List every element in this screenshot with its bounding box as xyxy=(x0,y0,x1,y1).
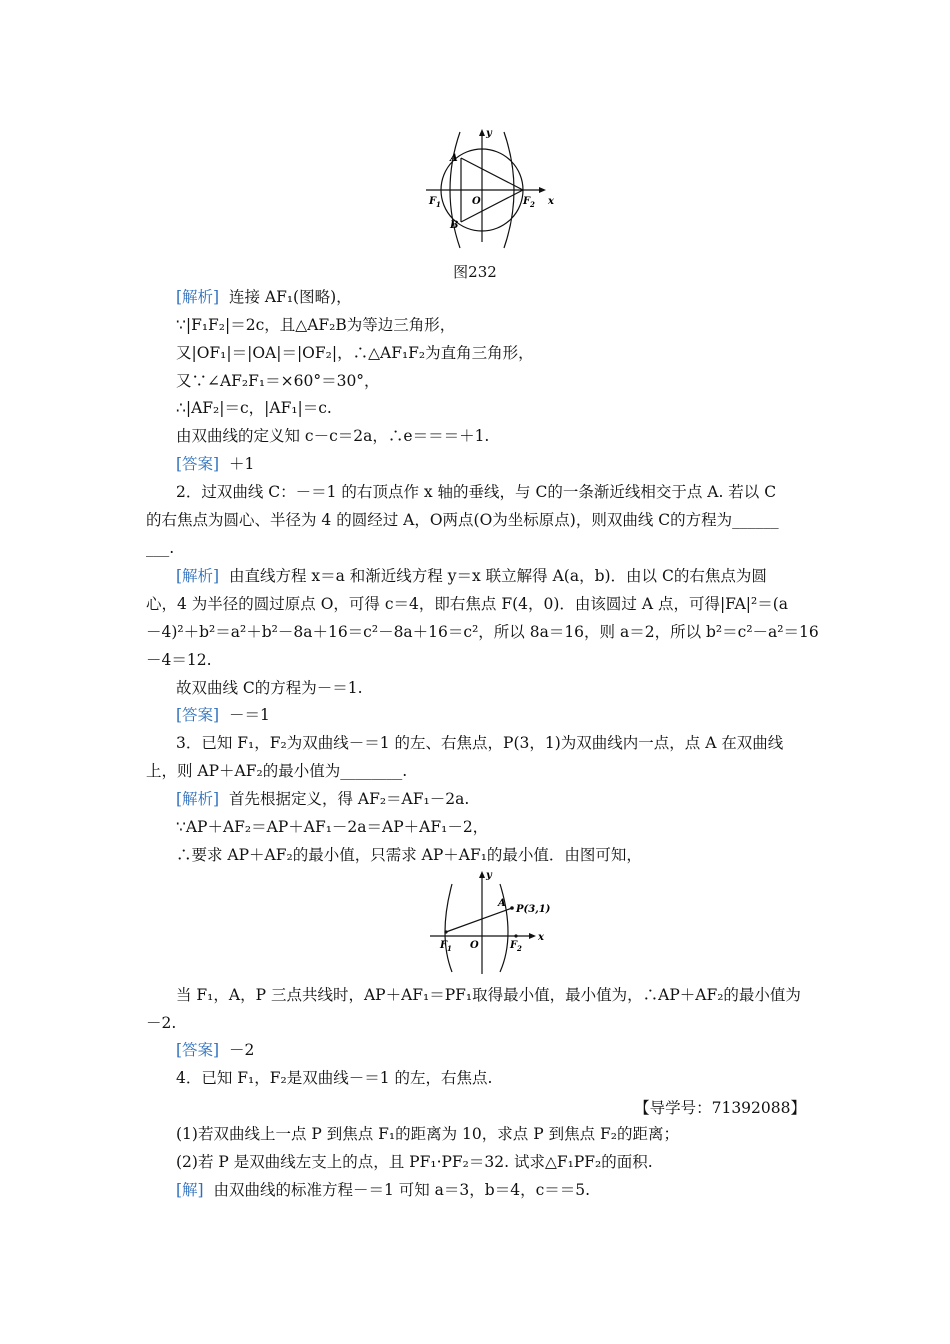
fig1-f2-label: F xyxy=(523,196,531,207)
text-line: －4)²＋b²＝a²＋b²－8a＋16＝c²－8a＋16＝c²，所以 8a＝16，则 a＝2，所以 b²＝c²－a²＝16 xyxy=(146,623,819,641)
figure-hyperbola-point xyxy=(426,868,566,976)
fig1-x-label: x xyxy=(548,196,554,207)
tag-label: [解析] xyxy=(176,288,220,306)
text-line: 3．已知 F₁，F₂为双曲线－＝1 的左、右焦点，P(3，1)为双曲线内一点，点 A 在双曲线 xyxy=(176,734,784,752)
text-line: ___. xyxy=(146,539,175,557)
text-line: (1)若双曲线上一点 P 到焦点 F₁的距离为 10，求点 P 到焦点 F₂的距离； xyxy=(176,1125,679,1143)
figure1-svg xyxy=(420,124,560,249)
fig2-f1-sub: 1 xyxy=(447,944,452,953)
fig2-a-label: A xyxy=(498,898,506,909)
text-line xyxy=(176,705,836,725)
text-line: 当 F₁，A，P 三点共线时，AP＋AF₁＝PF₁取得最小值，最小值为，∴AP＋AF₂的最小值为 xyxy=(176,986,801,1004)
tag-label: [答案] xyxy=(176,455,220,473)
text-line: 上，则 AP＋AF₂的最小值为________. xyxy=(146,762,408,780)
fig1-f1-label: F xyxy=(429,196,437,207)
text-line: 故双曲线 C的方程为－＝1. xyxy=(176,679,363,697)
text-line: 4．已知 F₁，F₂是双曲线－＝1 的左，右焦点. xyxy=(176,1069,493,1087)
fig2-o-label: O xyxy=(470,940,479,951)
fig2-f2-sub: 2 xyxy=(517,944,522,953)
tag-label: [答案] xyxy=(176,1041,220,1059)
fig1-f2-sub: 2 xyxy=(530,200,535,209)
figure-circle-hyperbola xyxy=(420,124,560,249)
line-text: 首先根据定义，得 AF₂＝AF₁－2a. xyxy=(228,790,470,808)
text-line xyxy=(176,454,836,474)
fig2-f2-label: F xyxy=(510,940,518,951)
line-text: －2 xyxy=(228,1041,255,1059)
text-line: 心，4 为半径的圆过原点 O，可得 c＝4，即右焦点 F(4，0)．由该圆过 A 点，可得|FA|²＝(a xyxy=(146,595,788,613)
text-line xyxy=(176,287,836,307)
fig1-b-label: B xyxy=(450,220,459,231)
text-line: 的右焦点为圆心、半径为 4 的圆经过 A，O两点(O为坐标原点)，则双曲线 C的方程为______ xyxy=(146,511,779,529)
text-line xyxy=(176,789,836,809)
line-text: ＋1 xyxy=(228,455,255,473)
text-line xyxy=(176,1040,836,1060)
line-text: －＝1 xyxy=(228,706,270,724)
text-line: ∴要求 AP＋AF₂的最小值，只需求 AP＋AF₁的最小值．由图可知， xyxy=(176,846,642,864)
text-line: 又|OF₁|＝|OA|＝|OF₂|，∴△AF₁F₂为直角三角形， xyxy=(176,344,534,362)
text-line: ∵AP＋AF₂＝AP＋AF₁－2a＝AP＋AF₁－2， xyxy=(176,818,489,836)
text-line xyxy=(176,566,836,586)
text-line: 由双曲线的定义知 c－c＝2a，∴e＝＝＝＋1. xyxy=(176,427,490,445)
text-line: (2)若 P 是双曲线左支上的点，且 PF₁·PF₂＝32. 试求△F₁PF₂的面积. xyxy=(176,1153,653,1171)
line-text: 由直线方程 x＝a 和渐近线方程 y＝x 联立解得 A(a，b)．由以 C的右焦点为圆 xyxy=(228,567,767,585)
tag-label: [解析] xyxy=(176,790,220,808)
fig2-p-label: P(3,1) xyxy=(516,904,551,915)
guide-number: 【导学号：71392088】 xyxy=(634,1099,806,1117)
text-line: ∴|AF₂|＝c，|AF₁|＝c. xyxy=(176,399,332,417)
text-line: －4＝12. xyxy=(146,651,212,669)
fig2-x-label: x xyxy=(538,932,544,943)
figure2-svg xyxy=(426,868,566,976)
text-line xyxy=(176,1180,836,1200)
text-line: 2．过双曲线 C：－＝1 的右顶点作 x 轴的垂线，与 C的一条渐近线相交于点 A. 若以 C xyxy=(176,483,777,501)
line-text: 连接 AF₁(图略)， xyxy=(228,288,352,306)
fig1-a-label: A xyxy=(450,153,458,164)
fig2-f1-label: F xyxy=(440,940,448,951)
tag-label: [答案] xyxy=(176,706,220,724)
figure1-caption: 图232 xyxy=(453,263,497,281)
tag-label: [解析] xyxy=(176,567,220,585)
fig1-y-label: y xyxy=(486,128,492,139)
text-line: －2. xyxy=(146,1014,177,1032)
fig1-f1-sub: 1 xyxy=(436,200,441,209)
fig1-o-label: O xyxy=(472,196,481,207)
line-text: 由双曲线的标准方程－＝1 可知 a＝3，b＝4，c＝＝5. xyxy=(213,1181,591,1199)
text-line: 又∵∠AF₂F₁＝×60°＝30°， xyxy=(176,372,380,390)
tag-label: [解] xyxy=(176,1181,204,1199)
fig2-y-label: y xyxy=(486,870,492,881)
text-line: ∵|F₁F₂|＝2c，且△AF₂B为等边三角形， xyxy=(176,316,456,334)
